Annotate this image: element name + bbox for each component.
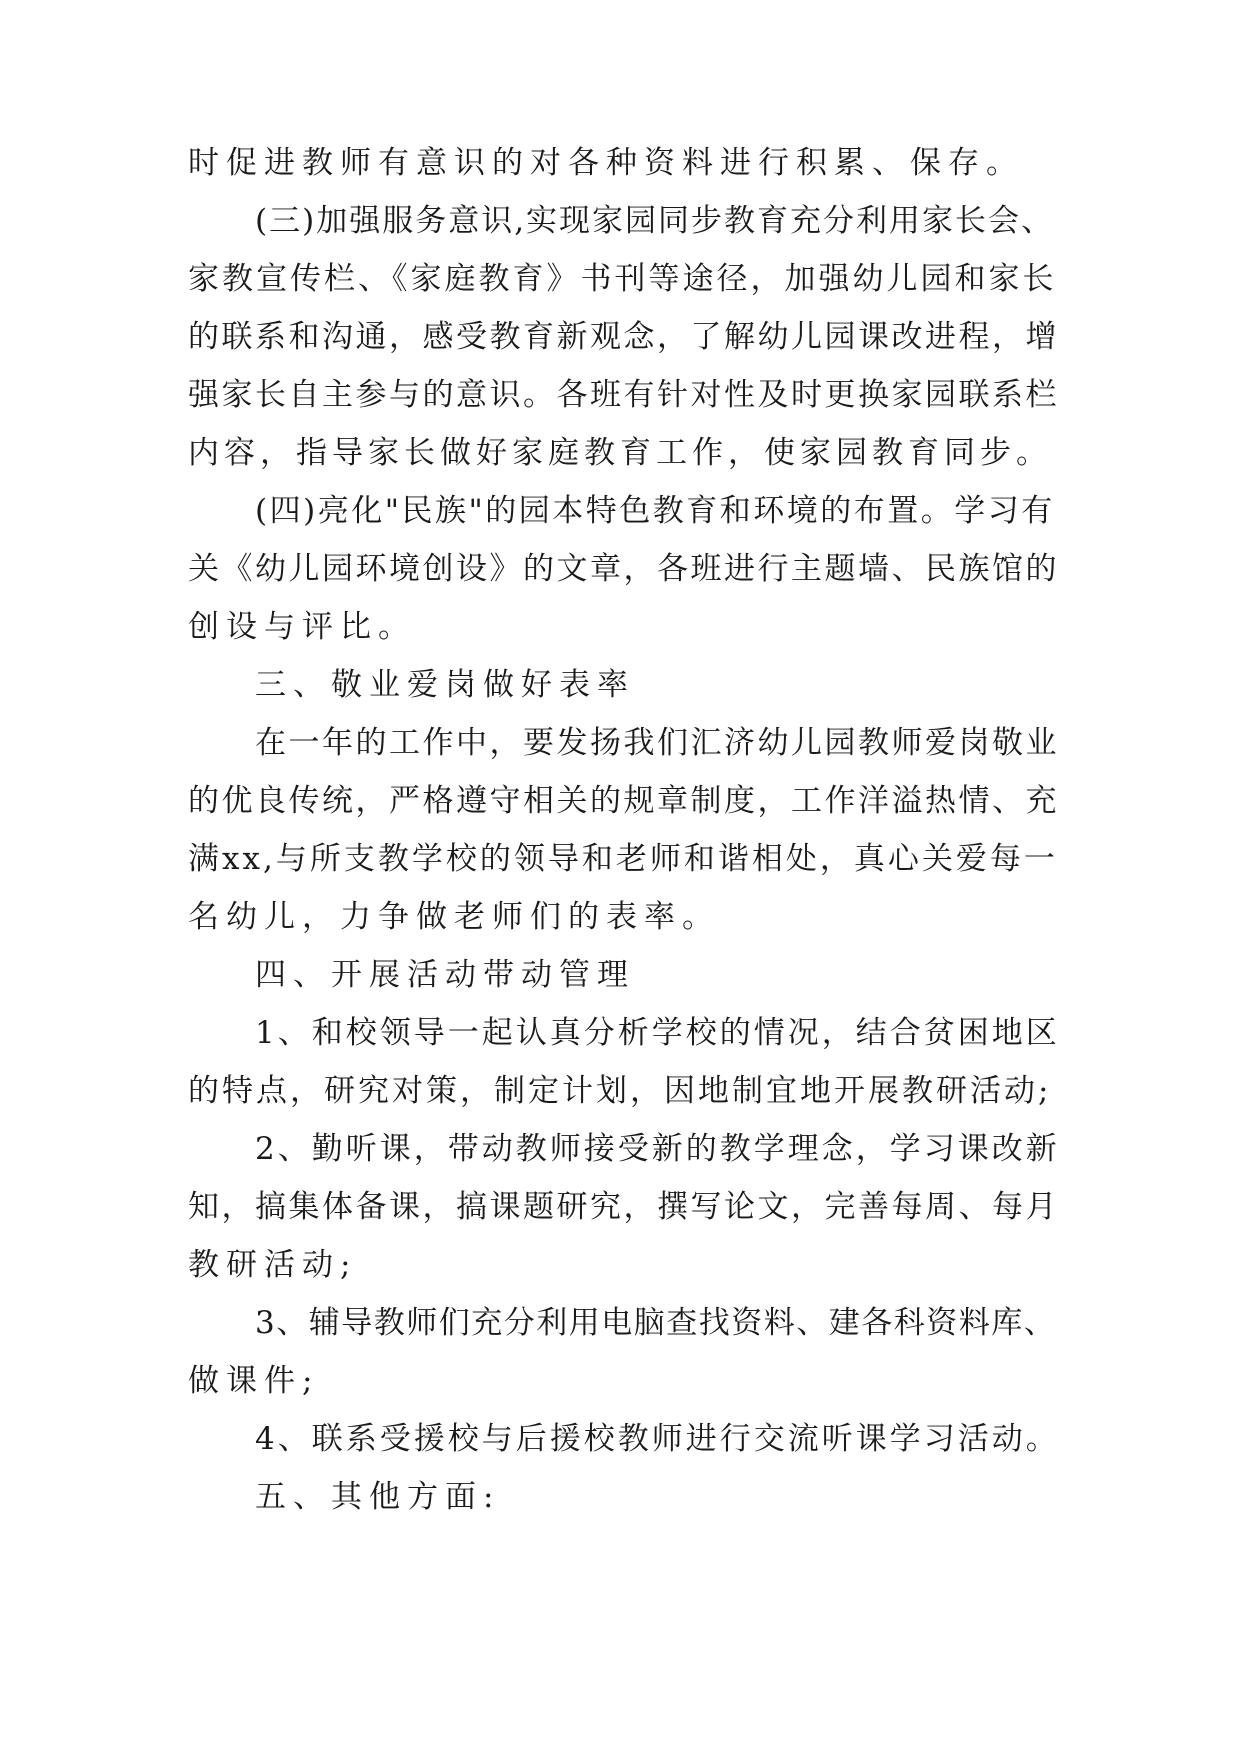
text-line: 内容，指导家长做好家庭教育工作，使家园教育同步。: [188, 435, 1052, 471]
section-heading: 五、其他方面:: [255, 1479, 501, 1515]
text-line: 名幼儿，力争做老师们的表率。: [188, 899, 720, 935]
text-line: 知，搞集体备课，搞课题研究，撰写论文，完善每周、每月: [188, 1189, 1059, 1225]
text-line: 4、联系受援校与后援校教师进行交流听课学习活动。: [255, 1421, 1060, 1457]
text-line: 1、和校领导一起认真分析学校的情况，结合贫困地区: [255, 1015, 1060, 1051]
text-line: 强家长自主参与的意识。各班有针对性及时更换家园联系栏: [188, 377, 1059, 413]
section-heading: 三、敬业爱岗做好表率: [255, 667, 635, 703]
text-line: 时促进教师有意识的对各种资料进行积累、保存。: [188, 145, 1024, 181]
text-line: (三)加强服务意识,实现家园同步教育充分利用家长会、: [255, 203, 1055, 239]
section-heading: 四、开展活动带动管理: [255, 957, 635, 993]
text-line: 的优良传统，严格遵守相关的规章制度，工作洋溢热情、充: [188, 783, 1059, 819]
text-line: (四)亮化"民族"的园本特色教育和环境的布置。学习有: [255, 493, 1055, 529]
text-line: 创设与评比。: [188, 609, 416, 645]
text-line: 的特点，研究对策，制定计划，因地制宜地开展教研活动;: [188, 1073, 1052, 1109]
text-line: 家教宣传栏、《家庭教育》书刊等途径，加强幼儿园和家长: [188, 261, 1057, 297]
text-line: 满xx,与所支教学校的领导和老师和谐相处，真心关爱每一: [188, 841, 1058, 877]
text-line: 的联系和沟通，感受教育新观念，了解幼儿园课改进程，增: [188, 319, 1059, 355]
text-line: 关《幼儿园环境创设》的文章，各班进行主题墙、民族馆的: [188, 551, 1059, 587]
text-line: 做课件;: [188, 1363, 320, 1399]
text-line: 教研活动;: [188, 1247, 358, 1283]
text-line: 在一年的工作中，要发扬我们汇济幼儿园教师爱岗敬业: [255, 725, 1059, 761]
text-line: 3、辅导教师们充分利用电脑查找资料、建各科资料库、: [255, 1305, 1057, 1341]
text-line: 2、勤听课，带动教师接受新的教学理念，学习课改新: [255, 1131, 1060, 1167]
